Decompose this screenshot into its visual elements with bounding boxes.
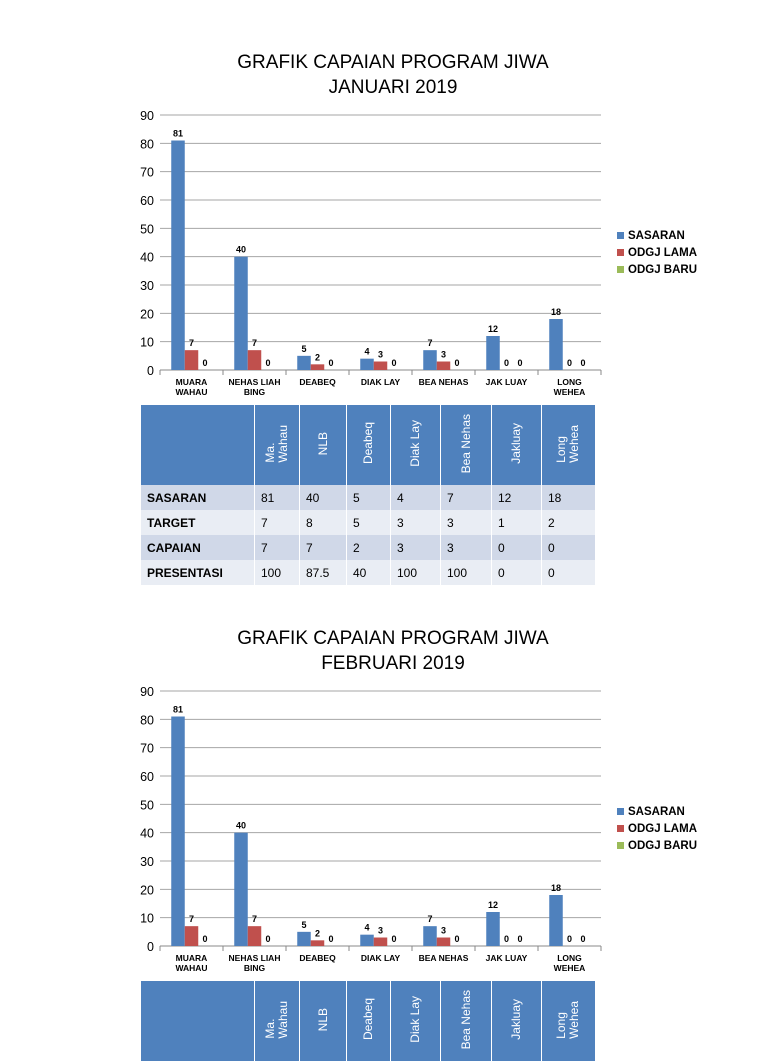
x-tick-label: BEA NEHAS [418,377,469,387]
bar-sasaran [234,257,248,370]
x-tick-label: NEHAS LIAH [228,377,281,387]
table-cell: 87.5 [300,560,347,585]
header-label: Deabeq [361,998,375,1041]
bar-odgj-lama [437,362,451,371]
bar-chart-february [0,576,768,976]
table-cell: 2 [347,535,391,560]
legend-label: SASARAN [628,229,685,242]
table-row [141,510,595,535]
bar-odgj-lama [437,938,451,947]
data-label: 3 [440,349,447,360]
table-header-row [141,981,595,1061]
x-tick-label: NEHAS LIAH [228,953,281,963]
table-header-cell [347,405,391,485]
y-tick-label: 30 [140,855,154,869]
table-header-cell [441,405,492,485]
legend-label: ODGJ BARU [628,839,698,852]
data-label: 18 [550,307,562,317]
legend-swatch [617,808,624,815]
y-tick-label: 80 [140,713,154,728]
data-label: 0 [328,934,334,944]
table-cell: 100 [255,560,300,585]
legend-swatch [617,249,624,256]
x-tick-label: LONG [557,953,582,963]
header-label: Bea Nehas [458,989,473,1050]
bar-chart-january [0,0,768,400]
x-tick-label: WAHAU [175,387,208,397]
bar-odgj-lama [374,938,388,947]
header-label: NLB [315,1007,330,1032]
bar-odgj-lama [374,362,388,371]
data-label: 81 [172,128,184,139]
bar-sasaran [171,717,185,947]
x-tick-label: WEHEA [553,387,586,397]
x-tick-label: DEABEQ [299,953,336,963]
table-header-cell [492,981,542,1061]
header-label: NLB [315,431,330,456]
data-label: 0 [265,934,271,944]
x-tick-label: DEABEQ [299,377,336,387]
legend-item-odgj-baru [617,837,697,854]
header-label: Diak Lay [408,420,422,467]
table-cell: 3 [441,510,492,535]
x-tick-label: DIAK LAY [360,377,401,387]
data-label: 0 [503,358,510,368]
row-label: TARGET [141,510,255,535]
legend-swatch [617,842,624,849]
legend-january [617,227,697,278]
table-header-cell [347,981,391,1061]
legend-item-odgj-lama [617,244,697,261]
bar-sasaran [486,336,500,370]
table-cell: 5 [347,485,391,510]
y-tick-label: 70 [140,165,154,180]
table-cell: 3 [391,510,441,535]
chart-title-text: GRAFIK CAPAIAN PROGRAM JIWA JANUARI 2019 [237,52,549,98]
data-label: 0 [517,358,523,368]
data-label: 2 [314,928,321,939]
legend-label: ODGJ LAMA [628,822,697,835]
data-label: 7 [188,338,195,349]
bar-sasaran [423,926,437,946]
data-label: 4 [364,922,370,933]
x-tick-label: JAK LUAY [485,377,528,387]
y-tick-label: 50 [140,798,154,813]
header-label: Jakluay [509,423,523,464]
table-cell: 8 [300,510,347,535]
bar-odgj-lama [248,926,262,946]
bar-sasaran [549,319,563,370]
y-tick-label: 10 [140,911,154,926]
x-tick-label: WEHEA [553,963,586,973]
data-label: 0 [391,934,397,944]
data-label: 7 [427,914,433,925]
table-cell: 3 [441,535,492,560]
data-label: 3 [440,925,447,936]
data-label: 0 [580,358,586,368]
header-label: Diak Lay [408,996,422,1043]
y-tick-label: 20 [140,307,154,322]
header-label: Jakluay [509,999,523,1040]
data-label: 7 [251,914,258,925]
bar-sasaran [486,912,500,946]
table-header-row [141,405,595,485]
table-cell: 2 [542,510,595,535]
bar-sasaran [297,356,311,370]
table-cell: 3 [391,535,441,560]
data-label: 0 [454,358,460,368]
bar-odgj-lama [185,350,199,370]
bar-sasaran [549,895,563,946]
table-header-cell [542,405,595,485]
data-label: 0 [503,934,510,944]
row-label: SASARAN [141,485,255,510]
table-header-cell [141,405,255,485]
table-cell: 81 [255,485,300,510]
y-tick-label: 10 [140,335,154,350]
legend-item-sasaran [617,803,697,820]
data-label: 0 [580,934,586,944]
table-cell: 0 [492,560,542,585]
bar-odgj-lama [311,940,325,946]
table-row [141,535,595,560]
legend-february [617,803,697,854]
data-label: 0 [202,358,208,368]
header-label: Long Wehea [554,424,582,463]
data-label: 0 [391,358,397,368]
data-label: 81 [172,704,184,715]
header-label: Long Wehea [554,1000,582,1039]
data-label: 2 [314,352,321,363]
table-cell: 0 [542,535,595,560]
table-header-cell [255,405,300,485]
data-label: 40 [235,820,247,831]
table-cell: 18 [542,485,595,510]
y-tick-label: 40 [140,826,154,841]
x-tick-label: JAK LUAY [485,953,528,963]
data-table-february [140,981,595,1061]
table-cell: 7 [255,510,300,535]
page-2-clip [0,576,768,1050]
table-cell: 7 [300,535,347,560]
y-tick-label: 0 [147,940,154,954]
data-label: 5 [301,919,307,930]
bar-odgj-lama [248,350,262,370]
data-label: 12 [487,900,499,910]
data-label: 0 [265,358,271,368]
data-label: 3 [377,349,384,360]
x-tick-label: DIAK LAY [360,953,401,963]
table-cell: 0 [492,535,542,560]
data-label: 40 [235,244,247,255]
table-header-cell [300,981,347,1061]
legend-item-odgj-lama [617,820,697,837]
table-cell: 4 [391,485,441,510]
x-tick-label: BING [243,387,266,397]
chart-title-text: GRAFIK CAPAIAN PROGRAM JIWA FEBRUARI 2019 [237,628,549,674]
table-header-cell [542,981,595,1061]
table-cell: 40 [300,485,347,510]
bar-sasaran [423,350,437,370]
row-label: CAPAIAN [141,535,255,560]
y-tick-label: 90 [140,685,154,699]
data-label: 0 [566,934,573,944]
table-header-cell [441,981,492,1061]
y-tick-label: 70 [140,741,154,756]
legend-swatch [617,232,624,239]
legend-label: ODGJ BARU [628,263,698,276]
y-tick-label: 80 [140,137,154,152]
data-label: 0 [328,358,334,368]
y-tick-label: 40 [140,250,154,265]
x-tick-label: MUARA [175,377,208,387]
y-tick-label: 20 [140,883,154,898]
legend-swatch [617,825,624,832]
y-tick-label: 50 [140,222,154,237]
data-label: 12 [487,324,499,334]
table-header-cell [141,981,255,1061]
bar-sasaran [171,141,185,371]
data-label: 0 [566,358,573,368]
table-cell: 7 [255,535,300,560]
data-label: 4 [364,346,370,357]
bar-sasaran [234,833,248,946]
bar-odgj-lama [311,364,325,370]
x-tick-label: BING [243,963,266,973]
data-label: 7 [251,338,258,349]
x-tick-label: LONG [557,377,582,387]
header-label: Deabeq [361,422,375,465]
table-cell: 1 [492,510,542,535]
table-cell: 5 [347,510,391,535]
y-tick-label: 90 [140,109,154,123]
bar-sasaran [297,932,311,946]
x-tick-label: BEA NEHAS [418,953,469,963]
x-tick-label: WAHAU [175,963,208,973]
table-row [141,485,595,510]
bar-sasaran [360,359,374,370]
table-cell: 7 [441,485,492,510]
row-label: PRESENTASI [141,560,255,585]
data-label: 18 [550,883,562,893]
table-cell: 0 [542,560,595,585]
header-label: Ma. Wahau [263,1000,290,1039]
table-header-cell [492,405,542,485]
header-label: Bea Nehas [458,413,473,474]
y-tick-label: 60 [140,194,154,208]
data-label: 3 [377,925,384,936]
data-label: 0 [454,934,460,944]
table-cell: 100 [391,560,441,585]
header-label: Ma. Wahau [263,424,290,463]
data-label: 5 [301,343,307,354]
bar-sasaran [360,935,374,946]
legend-swatch [617,266,624,273]
table-cell: 100 [441,560,492,585]
x-tick-label: MUARA [175,953,208,963]
table-header-cell [391,405,441,485]
table-header-cell [391,981,441,1061]
data-label: 7 [427,338,433,349]
y-tick-label: 0 [147,364,154,378]
data-label: 0 [517,934,523,944]
bar-odgj-lama [185,926,199,946]
legend-item-odgj-baru [617,261,697,278]
legend-label: ODGJ LAMA [628,246,697,259]
legend-item-sasaran [617,227,697,244]
table-cell: 12 [492,485,542,510]
data-table-january [140,405,595,585]
data-label: 7 [188,914,195,925]
table-header-cell [255,981,300,1061]
legend-label: SASARAN [628,805,685,818]
y-tick-label: 60 [140,770,154,784]
table-header-cell [300,405,347,485]
table-cell: 40 [347,560,391,585]
data-label: 0 [202,934,208,944]
y-tick-label: 30 [140,279,154,293]
